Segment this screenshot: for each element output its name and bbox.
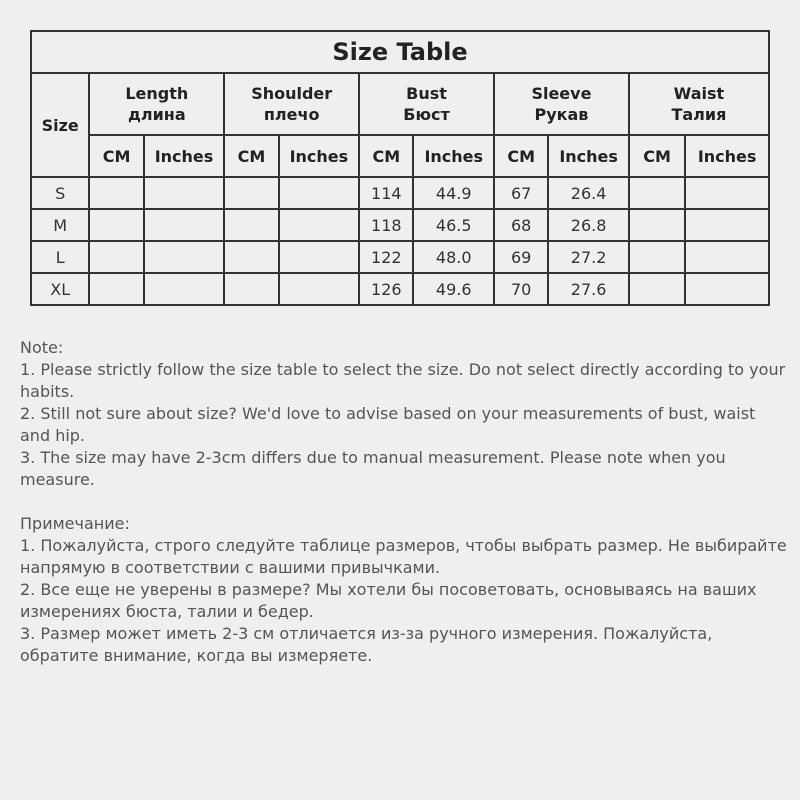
table-title: Size Table [31,31,769,73]
sleeve-header [494,73,629,135]
waist-label-ru: Талия [671,105,727,124]
table-cell [224,209,278,241]
table-cell [144,273,225,305]
notes-ru-line: 1. Пожалуйста, строго следуйте таблице размеров, чтобы выбрать размер. Не выбирайте напрямую в соответствии с вашими привычками. [20,536,787,577]
notes-section [20,337,790,667]
unit-header-cm: CM [89,135,143,177]
bust-label-ru: Бюст [403,105,450,124]
table-cell [685,177,769,209]
table-cell [279,241,360,273]
shoulder-label-ru: плечо [263,105,320,124]
table-cell [685,241,769,273]
table-cell [279,273,360,305]
table-cell: 69 [494,241,548,273]
table-cell: 114 [359,177,413,209]
table-cell: 46.5 [413,209,494,241]
unit-header-cm: CM [359,135,413,177]
table-cell [224,241,278,273]
table-cell: 126 [359,273,413,305]
bust-header [359,73,494,135]
bust-label-en: Bust [406,84,447,103]
length-header [89,73,224,135]
size-cell: M [31,209,89,241]
table-cell [224,273,278,305]
table-cell: 122 [359,241,413,273]
table-cell [629,273,685,305]
table-cell [224,177,278,209]
table-cell: 26.4 [548,177,629,209]
table-cell: 27.2 [548,241,629,273]
table-cell [685,273,769,305]
table-cell: 67 [494,177,548,209]
length-label-ru: длина [127,105,186,124]
notes-en-line: 1. Please strictly follow the size table to select the size. Do not select directly according to your habits. [20,360,786,401]
waist-header [629,73,769,135]
size-column-header: Size [31,73,89,177]
unit-header-cm: CM [224,135,278,177]
notes-en-heading: Note: [20,338,64,357]
table-row [31,273,769,305]
table-cell [89,177,143,209]
table-cell [144,177,225,209]
sleeve-label-ru: Рукав [534,105,589,124]
table-cell [89,241,143,273]
shoulder-header [224,73,359,135]
notes-ru-heading: Примечание: [20,514,130,533]
unit-header-inches: Inches [548,135,629,177]
table-cell [279,209,360,241]
length-label-en: Length [125,84,189,103]
table-cell [629,241,685,273]
table-cell [629,177,685,209]
table-cell: 49.6 [413,273,494,305]
table-row [31,209,769,241]
table-cell: 48.0 [413,241,494,273]
unit-header-cm: CM [629,135,685,177]
size-cell: L [31,241,89,273]
unit-header-inches: Inches [685,135,769,177]
table-cell: 68 [494,209,548,241]
table-cell: 26.8 [548,209,629,241]
notes-spacer [20,491,790,513]
notes-ru-line: 3. Размер может иметь 2-3 см отличается из-за ручного измерения. Пожалуйста, обратите внимание, когда вы измеряете. [20,624,713,665]
unit-header-inches: Inches [413,135,494,177]
table-cell: 70 [494,273,548,305]
table-cell: 27.6 [548,273,629,305]
notes-ru-line: 2. Все еще не уверены в размере? Мы хотели бы посоветовать, основываясь на ваших измерениях бюста, талии и бедер. [20,580,757,621]
unit-header-inches: Inches [144,135,225,177]
table-row [31,241,769,273]
table-cell [144,209,225,241]
table-cell [629,209,685,241]
table-cell [89,273,143,305]
size-cell: S [31,177,89,209]
size-table [30,30,770,306]
shoulder-label-en: Shoulder [251,84,333,103]
notes-en-line: 3. The size may have 2-3cm differs due to manual measurement. Please note when you measure. [20,448,726,489]
unit-header-cm: CM [494,135,548,177]
table-cell [279,177,360,209]
table-cell [685,209,769,241]
sleeve-label-en: Sleeve [531,84,592,103]
unit-header-inches: Inches [279,135,360,177]
table-cell [89,209,143,241]
table-row [31,177,769,209]
notes-en-line: 2. Still not sure about size? We'd love to advise based on your measurements of bust, waist and hip. [20,404,756,445]
table-cell [144,241,225,273]
table-cell: 118 [359,209,413,241]
table-cell: 44.9 [413,177,494,209]
size-cell: XL [31,273,89,305]
waist-label-en: Waist [673,84,725,103]
